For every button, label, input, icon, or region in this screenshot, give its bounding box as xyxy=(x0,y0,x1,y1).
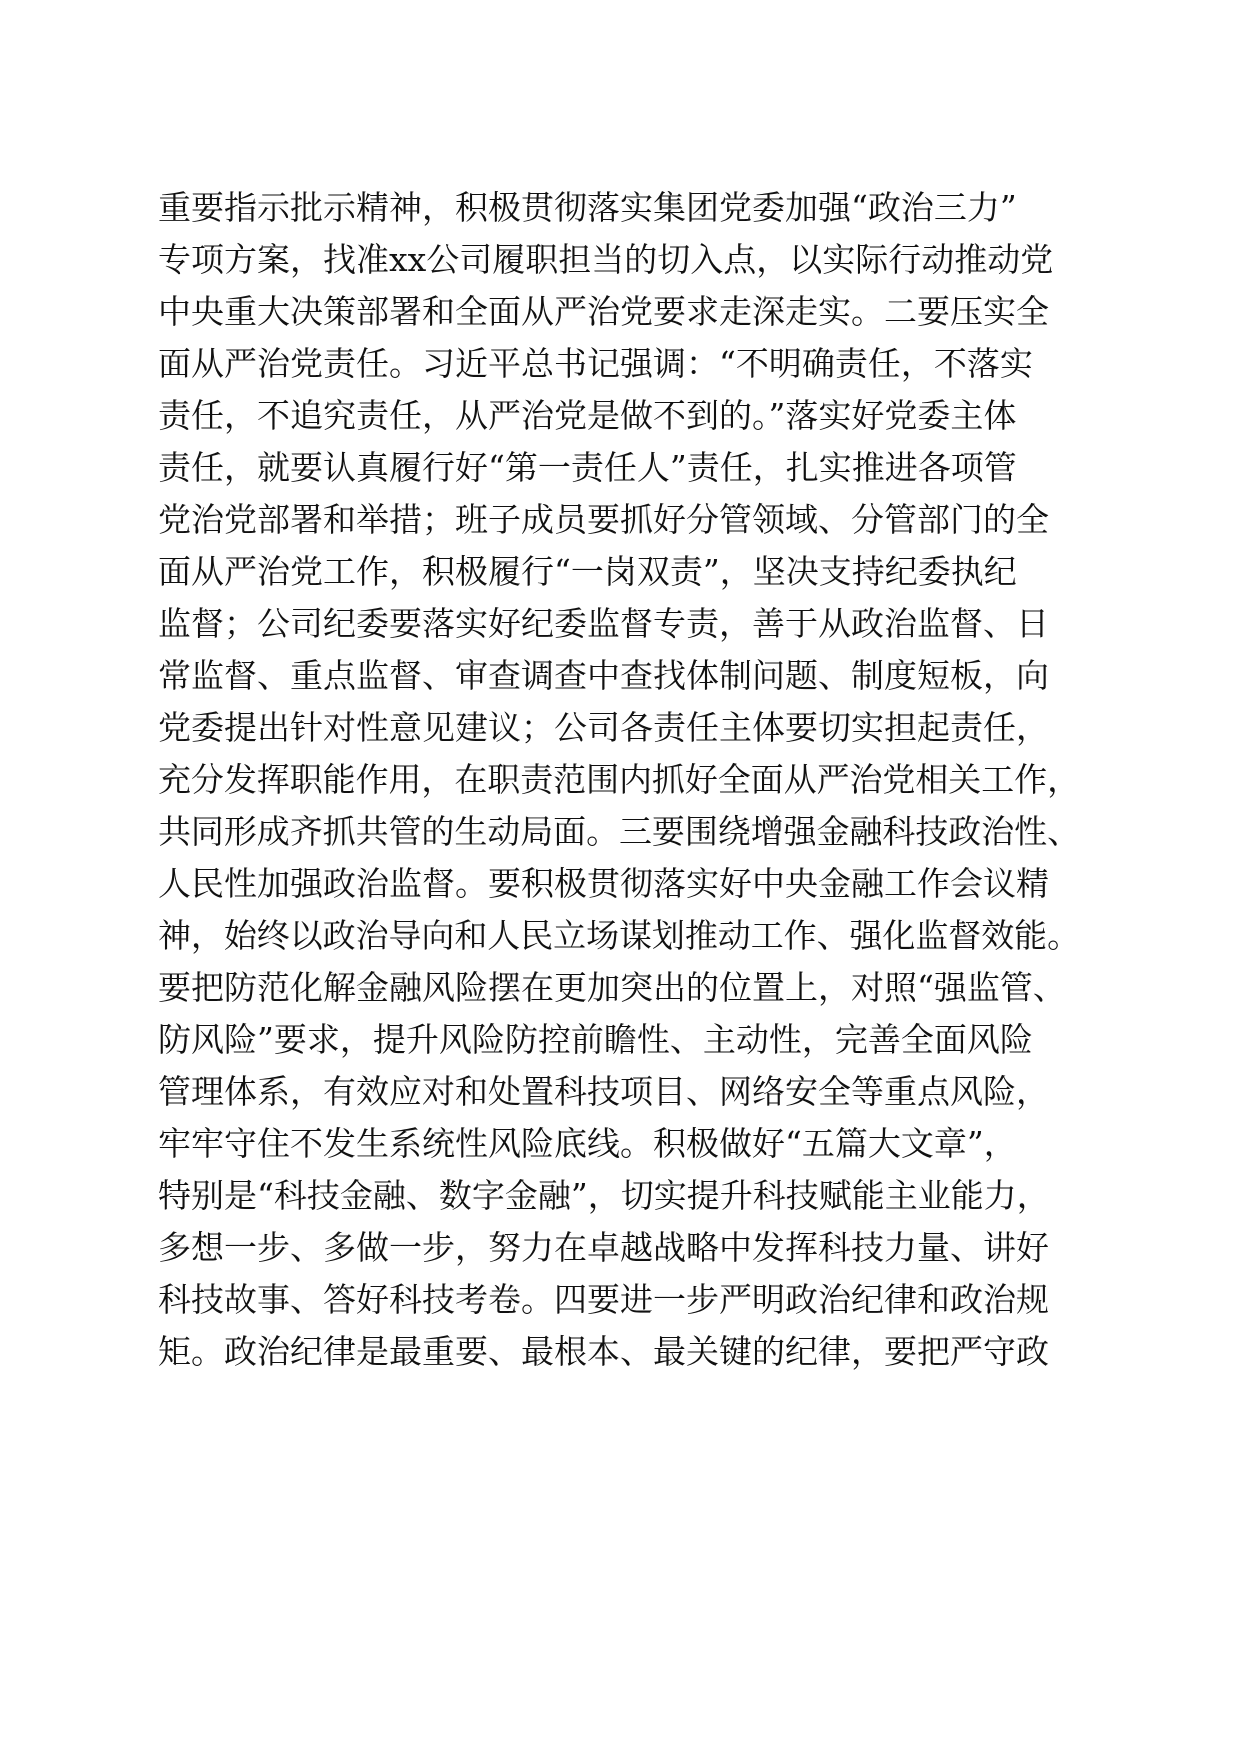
text-line: 责任，就要认真履行好“第一责任人”责任，扎实推进各项管 xyxy=(158,448,1017,487)
text-line: 党委提出针对性意见建议；公司各责任主体要切实担起责任， xyxy=(158,708,1049,747)
body-text xyxy=(158,182,1080,1378)
text-line: 防风险”要求，提升风险防控前瞻性、主动性，完善全面风险 xyxy=(158,1020,1033,1059)
text-line: 牢牢守住不发生系统性风险底线。积极做好“五篇大文章”， xyxy=(158,1124,1017,1163)
text-line: 党治党部署和举措；班子成员要抓好分管领域、分管部门的全 xyxy=(158,500,1049,539)
text-line: 责任，不追究责任，从严治党是做不到的。”落实好党委主体 xyxy=(158,396,1017,435)
text-line: 面从严治党工作，积极履行“一岗双责”，坚决支持纪委执纪 xyxy=(158,552,1017,591)
text-line: 共同形成齐抓共管的生动局面。三要围绕增强金融科技政治性、 xyxy=(158,812,1081,851)
text-line: 特别是“科技金融、数字金融”，切实提升科技赋能主业能力， xyxy=(158,1176,1050,1215)
text-line: 人民性加强政治监督。要积极贯彻落实好中央金融工作会议精 xyxy=(158,864,1049,903)
text-line: 要把防范化解金融风险摆在更加突出的位置上，对照“强监管、 xyxy=(158,968,1066,1007)
text-line: 多想一步、多做一步，努力在卓越战略中发挥科技力量、讲好 xyxy=(158,1228,1049,1267)
text-line: 管理体系，有效应对和处置科技项目、网络安全等重点风险， xyxy=(158,1072,1049,1111)
text-line: 重要指示批示精神，积极贯彻落实集团党委加强“政治三力” xyxy=(158,188,1017,227)
text-line: 神，始终以政治导向和人民立场谋划推动工作、强化监督效能。 xyxy=(158,916,1081,955)
text-line: 常监督、重点监督、审查调查中查找体制问题、制度短板，向 xyxy=(158,656,1049,695)
text-line: 科技故事、答好科技考卷。四要进一步严明政治纪律和政治规 xyxy=(158,1280,1049,1319)
text-line: 面从严治党责任。习近平总书记强调：“不明确责任，不落实 xyxy=(158,344,1033,383)
text-line: 充分发挥职能作用，在职责范围内抓好全面从严治党相关工作， xyxy=(158,760,1081,799)
text-line: 监督；公司纪委要落实好纪委监督专责，善于从政治监督、日 xyxy=(158,604,1049,643)
text-line: 矩。政治纪律是最重要、最根本、最关键的纪律，要把严守政 xyxy=(158,1332,1049,1371)
text-line: 专项方案，找准xx公司履职担当的切入点，以实际行动推动党 xyxy=(158,240,1054,279)
text-line: 中央重大决策部署和全面从严治党要求走深走实。二要压实全 xyxy=(158,292,1049,331)
